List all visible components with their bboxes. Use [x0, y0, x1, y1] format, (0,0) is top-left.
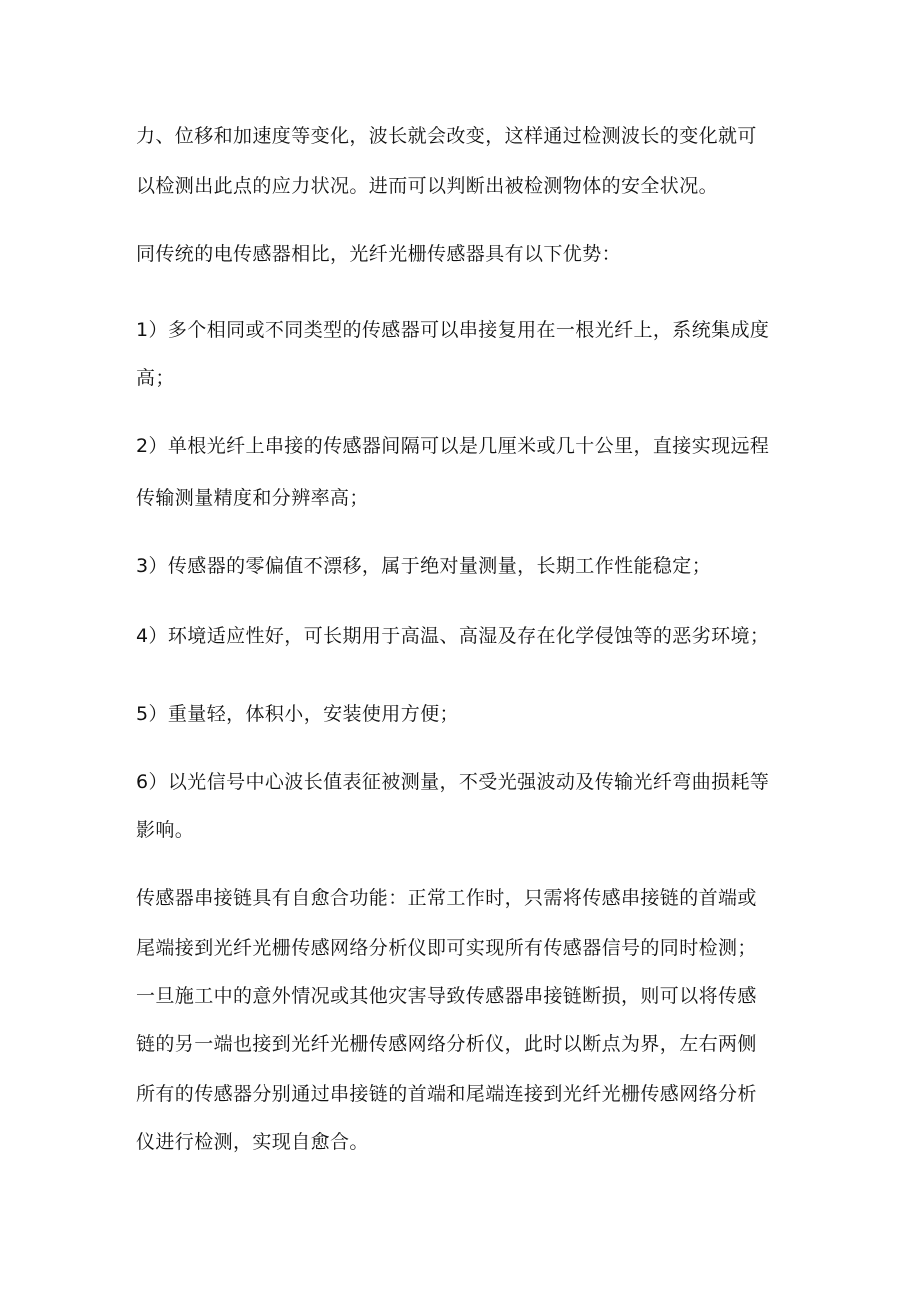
text-line: 链的另一端也接到光纤光栅传感网络分析仪，此时以断点为界，左右两侧 — [136, 1033, 757, 1055]
text-line: 3）传感器的零偏值不漂移，属于绝对量测量，长期工作性能稳定； — [136, 555, 712, 577]
text-line: 5）重量轻，体积小，安装使用方便； — [136, 703, 459, 725]
text-line: 同传统的电传感器相比，光纤光栅传感器具有以下优势： — [136, 243, 622, 265]
text-line: 1）多个相同或不同类型的传感器可以串接复用在一根光纤上，系统集成度 — [136, 319, 770, 341]
text-line: 一旦施工中的意外情况或其他灾害导致传感器串接链断损，则可以将传感 — [136, 985, 757, 1007]
text-line: 所有的传感器分别通过串接链的首端和尾端连接到光纤光栅传感网络分析 — [136, 1083, 757, 1105]
text-line: 传输测量精度和分辨率高； — [136, 487, 369, 509]
text-line: 力、位移和加速度等变化，波长就会改变，这样通过检测波长的变化就可 — [136, 125, 757, 147]
text-line: 4）环境适应性好，可长期用于高温、高湿及存在化学侵蚀等的恶劣环境； — [136, 625, 770, 647]
text-line: 尾端接到光纤光栅传感网络分析仪即可实现所有传感器信号的同时检测； — [136, 937, 757, 959]
text-line: 高； — [136, 367, 175, 389]
text-line: 6）以光信号中心波长值表征被测量，不受光强波动及传输光纤弯曲损耗等 — [136, 771, 770, 793]
text-line: 以检测出此点的应力状况。进而可以判断出被检测物体的安全状况。 — [136, 175, 719, 197]
text-line: 2）单根光纤上串接的传感器间隔可以是几厘米或几十公里，直接实现远程 — [136, 435, 770, 457]
text-line: 影响。 — [136, 819, 195, 841]
text-line: 仪进行检测，实现自愈合。 — [136, 1131, 369, 1153]
text-line: 传感器串接链具有自愈合功能：正常工作时，只需将传感串接链的首端或 — [136, 887, 757, 909]
